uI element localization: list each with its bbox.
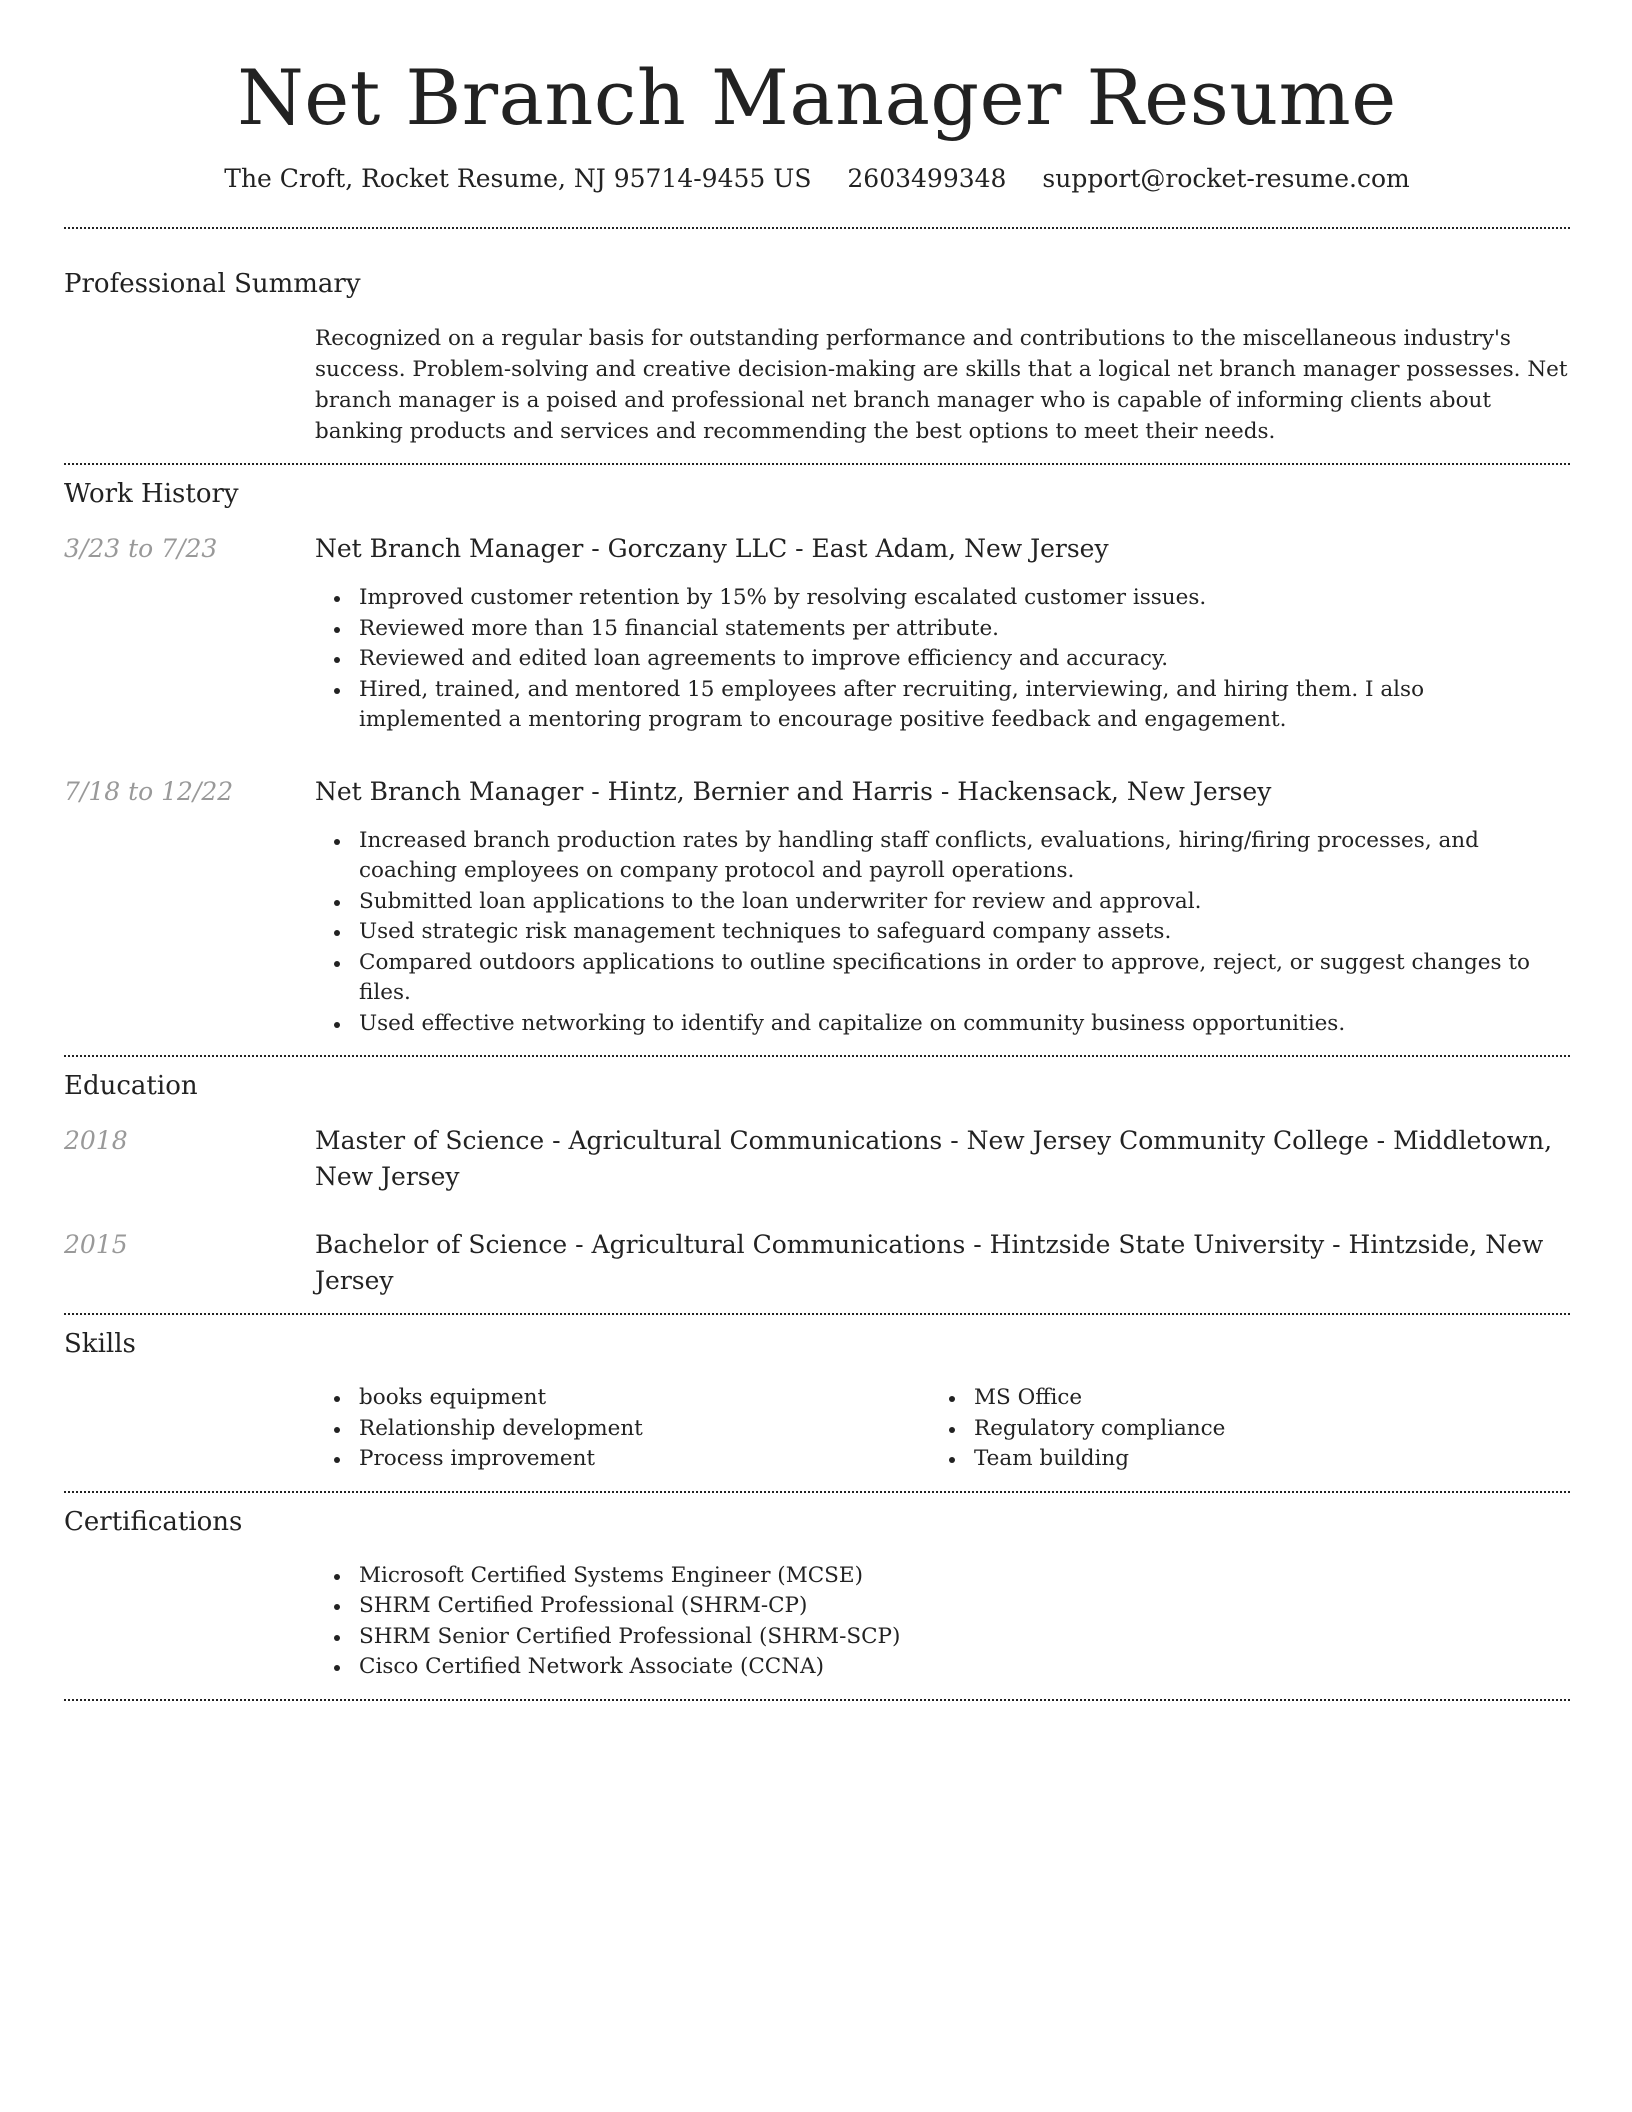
job-heading: Net Branch Manager - Hintz, Bernier and Harris - Hackensack, New Jersey [315, 776, 1272, 806]
skill-item: Process improvement [315, 1444, 930, 1475]
certification-item: SHRM Certified Professional (SHRM-CP) [315, 1591, 1570, 1622]
section-divider [64, 1313, 1570, 1315]
education-year: 2015 [64, 1230, 128, 1259]
education-entry [64, 1227, 1570, 1299]
education-entry [64, 1123, 1570, 1195]
job-heading: Net Branch Manager - Gorczany LLC - East Adam, New Jersey [315, 534, 1109, 563]
education-school: - New Jersey Community College - Middletown, New Jersey [315, 1126, 1553, 1191]
education-section [64, 1073, 1570, 1299]
certification-item: Cisco Certified Network Associate (CCNA) [315, 1652, 1570, 1683]
job-dates: 3/23 to 7/23 [64, 534, 218, 563]
job-entry [64, 531, 1570, 736]
summary-text: Recognized on a regular basis for outstanding performance and contributions to the miscellaneous industry's success. Problem-solving and creative decision-making are skills that a logical net branch manager possesses. Net branch manager is a poised and professional net branch manager who is capable of informing clients about banking products and services and recommending the best options to meet their needs. [315, 326, 1568, 444]
job-dates: 7/18 to 12/22 [64, 776, 234, 806]
job-bullet: Reviewed and edited loan agreements to improve efficiency and accuracy. [315, 644, 1570, 675]
skill-item: books equipment [315, 1383, 930, 1414]
skill-item: Relationship development [315, 1414, 930, 1445]
skill-item: MS Office [930, 1383, 1545, 1414]
section-title-summary: Professional Summary [64, 269, 361, 299]
certification-item: SHRM Senior Certified Professional (SHRM-SCP) [315, 1622, 1570, 1653]
skills-list-right [930, 1383, 1545, 1475]
job-entry [64, 774, 1570, 1040]
job-bullet-list [315, 583, 1570, 736]
education-year: 2018 [64, 1126, 128, 1155]
summary-section [64, 271, 1570, 447]
certifications-list [315, 1561, 1570, 1683]
skill-item: Team building [930, 1444, 1545, 1475]
education-school: - Hintzside State University - Hintzside, New Jersey [315, 1230, 1544, 1295]
section-title-education: Education [64, 1071, 198, 1101]
job-bullet: Hired, trained, and mentored 15 employees after recruiting, interviewing, and hiring them. I also implemented a mentoring program to encourage positive feedback and engagement. [315, 675, 1570, 736]
skill-item: Regulatory compliance [930, 1414, 1545, 1445]
resume-header [64, 0, 1570, 191]
work-history-section [64, 481, 1570, 1039]
section-title-skills: Skills [64, 1329, 136, 1359]
job-bullet: Improved customer retention by 15% by resolving escalated customer issues. [315, 583, 1570, 614]
job-bullet: Compared outdoors applications to outline specifications in order to approve, reject, or suggest changes to files. [315, 948, 1570, 1009]
education-degree: Bachelor of Science - Agricultural Communications [315, 1230, 966, 1259]
job-bullet: Reviewed more than 15 financial statements per attribute. [315, 614, 1570, 645]
section-divider [64, 463, 1570, 465]
contact-phone: 2603499348 [847, 164, 1007, 193]
job-bullet-list [315, 826, 1570, 1040]
education-degree: Master of Science - Agricultural Communications [315, 1126, 943, 1155]
contact-address: The Croft, Rocket Resume, NJ 95714-9455 US [224, 164, 812, 193]
section-divider [64, 1491, 1570, 1493]
skills-list-left [315, 1383, 930, 1475]
section-title-certifications: Certifications [64, 1506, 243, 1537]
skills-section [64, 1331, 1570, 1475]
contact-email: support@rocket-resume.com [1042, 164, 1410, 193]
section-divider [64, 227, 1570, 229]
certification-item: Microsoft Certified Systems Engineer (MCSE) [315, 1561, 1570, 1592]
job-bullet: Used effective networking to identify and capitalize on community business opportunities. [315, 1009, 1570, 1040]
resume-title: Net Branch Manager Resume [237, 53, 1397, 142]
section-divider [64, 1699, 1570, 1701]
job-bullet: Used strategic risk management techniques to safeguard company assets. [315, 917, 1570, 948]
resume-page [64, 0, 1570, 1701]
contact-line [64, 166, 1570, 191]
certifications-section [64, 1506, 1570, 1683]
job-bullet: Increased branch production rates by handling staff conflicts, evaluations, hiring/firing processes, and coaching employees on company protocol and payroll operations. [315, 826, 1570, 887]
section-title-work-history: Work History [64, 479, 239, 509]
section-divider [64, 1055, 1570, 1057]
job-bullet: Submitted loan applications to the loan underwriter for review and approval. [315, 887, 1570, 918]
